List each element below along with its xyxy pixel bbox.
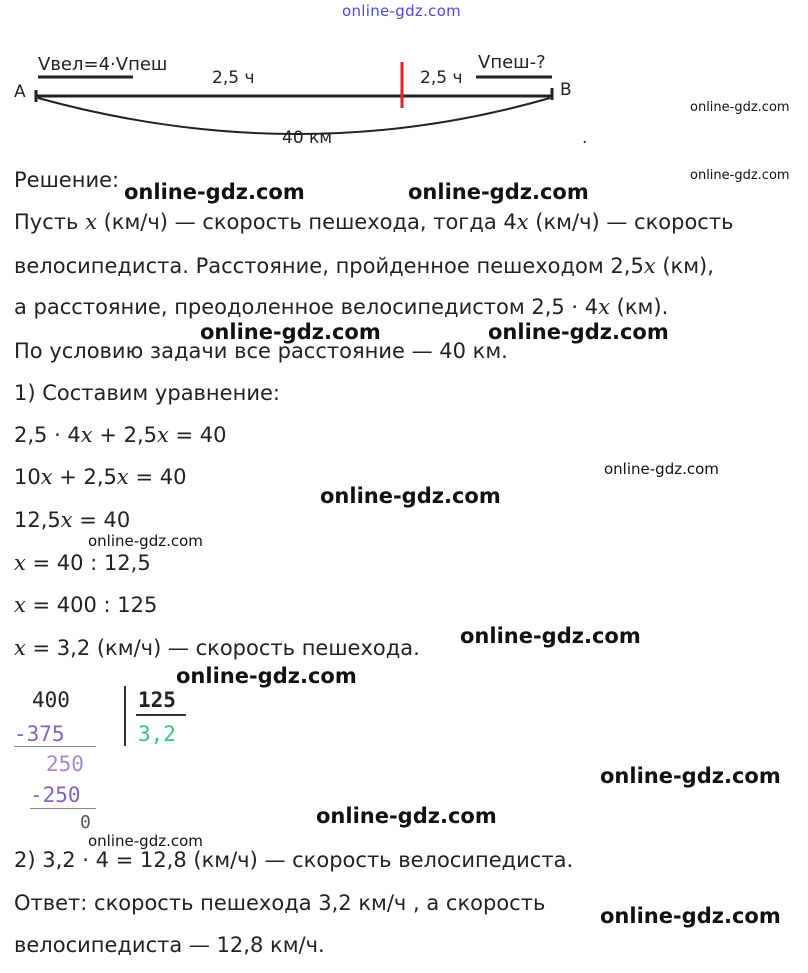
variable-x: x [80, 423, 93, 447]
watermark: online-gdz.com [604, 460, 719, 478]
division-rule-2 [30, 808, 96, 809]
variable-x: x [14, 593, 26, 617]
point-b-label: B [560, 80, 572, 100]
text-segment: = 40 [72, 508, 131, 532]
header-watermark: online-gdz.com [342, 2, 462, 20]
variable-x: x [116, 465, 129, 489]
quotient: 3,2 [138, 722, 176, 746]
text-segment: 12,5 [14, 508, 61, 532]
text-segment: + 2,5 [52, 465, 117, 489]
watermark: online-gdz.com [690, 100, 790, 115]
watermark: online-gdz.com [88, 832, 203, 850]
text-segment: + 2,5 [92, 423, 157, 447]
solution-paragraph-line-4: По условию задачи все расстояние — 40 км. [14, 339, 508, 363]
watermark: online-gdz.com [488, 320, 669, 344]
dividend: 400 [32, 688, 70, 712]
watermark: online-gdz.com [200, 320, 381, 344]
division-bar-vertical [124, 686, 126, 746]
solution-paragraph-line-2 [14, 256, 714, 277]
text-segment: 10 [14, 465, 41, 489]
text-segment: (км/ч) — скорость [528, 210, 734, 234]
variable-x: x [85, 210, 97, 234]
solution-paragraph-line-3 [14, 297, 668, 318]
variable-x: x [14, 551, 26, 575]
variable-x: x [14, 636, 26, 660]
watermark: online-gdz.com [600, 904, 781, 928]
time-right-label: 2,5 ч [420, 68, 463, 88]
pedestrian-speed-label: Vпеш-? [478, 52, 546, 73]
remainder-1: 250 [46, 752, 84, 776]
text-segment: (км), [655, 254, 714, 278]
watermark: online-gdz.com [408, 180, 589, 204]
text-segment: = 40 : 12,5 [25, 551, 151, 575]
point-a-label: A [14, 82, 26, 102]
division-rule-1 [14, 746, 96, 747]
route-svg [0, 0, 808, 160]
time-left-label: 2,5 ч [212, 68, 255, 88]
step-2: 2) 3,2 · 4 = 12,8 (км/ч) — скорость велосипедиста. [14, 848, 574, 872]
text-segment: Пусть [14, 210, 86, 234]
text-segment: велосипедиста. Расстояние, пройденное пешеходом 2,5 [14, 254, 644, 278]
equation-6 [14, 638, 420, 659]
equation-2 [14, 467, 186, 488]
variable-x: x [40, 465, 53, 489]
watermark: online-gdz.com [320, 484, 501, 508]
remainder-final: 0 [80, 812, 91, 833]
text-segment: а расстояние, преодоленное велосипедистом 2,5 · 4 [14, 295, 599, 319]
watermark: online-gdz.com [124, 180, 305, 204]
text-segment: = 400 : 125 [25, 593, 158, 617]
text-segment: = 40 [128, 465, 187, 489]
watermark: online-gdz.com [316, 804, 497, 828]
distance-label: 40 км [282, 128, 333, 148]
watermark: online-gdz.com [600, 764, 781, 788]
equation-4 [14, 553, 151, 574]
watermark: online-gdz.com [88, 532, 203, 550]
equation-5 [14, 595, 157, 616]
watermark: online-gdz.com [690, 168, 790, 183]
variable-x: x [598, 295, 610, 319]
text-segment: (км/ч) — скорость пешехода, тогда 4 [96, 210, 517, 234]
text-segment: = 3,2 (км/ч) — скорость пешехода. [25, 636, 420, 660]
variable-x: x [516, 210, 529, 234]
text-segment: (км). [610, 295, 669, 319]
step-1-heading: 1) Составим уравнение: [14, 381, 280, 405]
cyclist-speed-label: Vвел=4·Vпеш [38, 54, 168, 75]
text-segment: 2,5 · 4 [14, 423, 81, 447]
equation-3 [14, 510, 130, 531]
solution-paragraph-line-1 [14, 212, 733, 233]
watermark: online-gdz.com [460, 624, 641, 648]
equation-1 [14, 425, 227, 446]
variable-x: x [156, 423, 169, 447]
variable-x: x [60, 508, 73, 532]
variable-x: x [643, 254, 656, 278]
subtrahend-2: -250 [30, 783, 81, 807]
answer-line-2: велосипедиста — 12,8 км/ч. [14, 933, 325, 957]
divisor-underline [136, 714, 186, 716]
subtrahend-1: -375 [14, 722, 65, 746]
watermark: online-gdz.com [176, 664, 357, 688]
text-segment: = 40 [168, 423, 227, 447]
divisor: 125 [138, 688, 176, 712]
answer-line-1: Ответ: скорость пешехода 3,2 км/ч , а скорость [14, 891, 546, 915]
diagram-dot: . [582, 128, 588, 148]
solution-title: Решение: [14, 168, 120, 192]
